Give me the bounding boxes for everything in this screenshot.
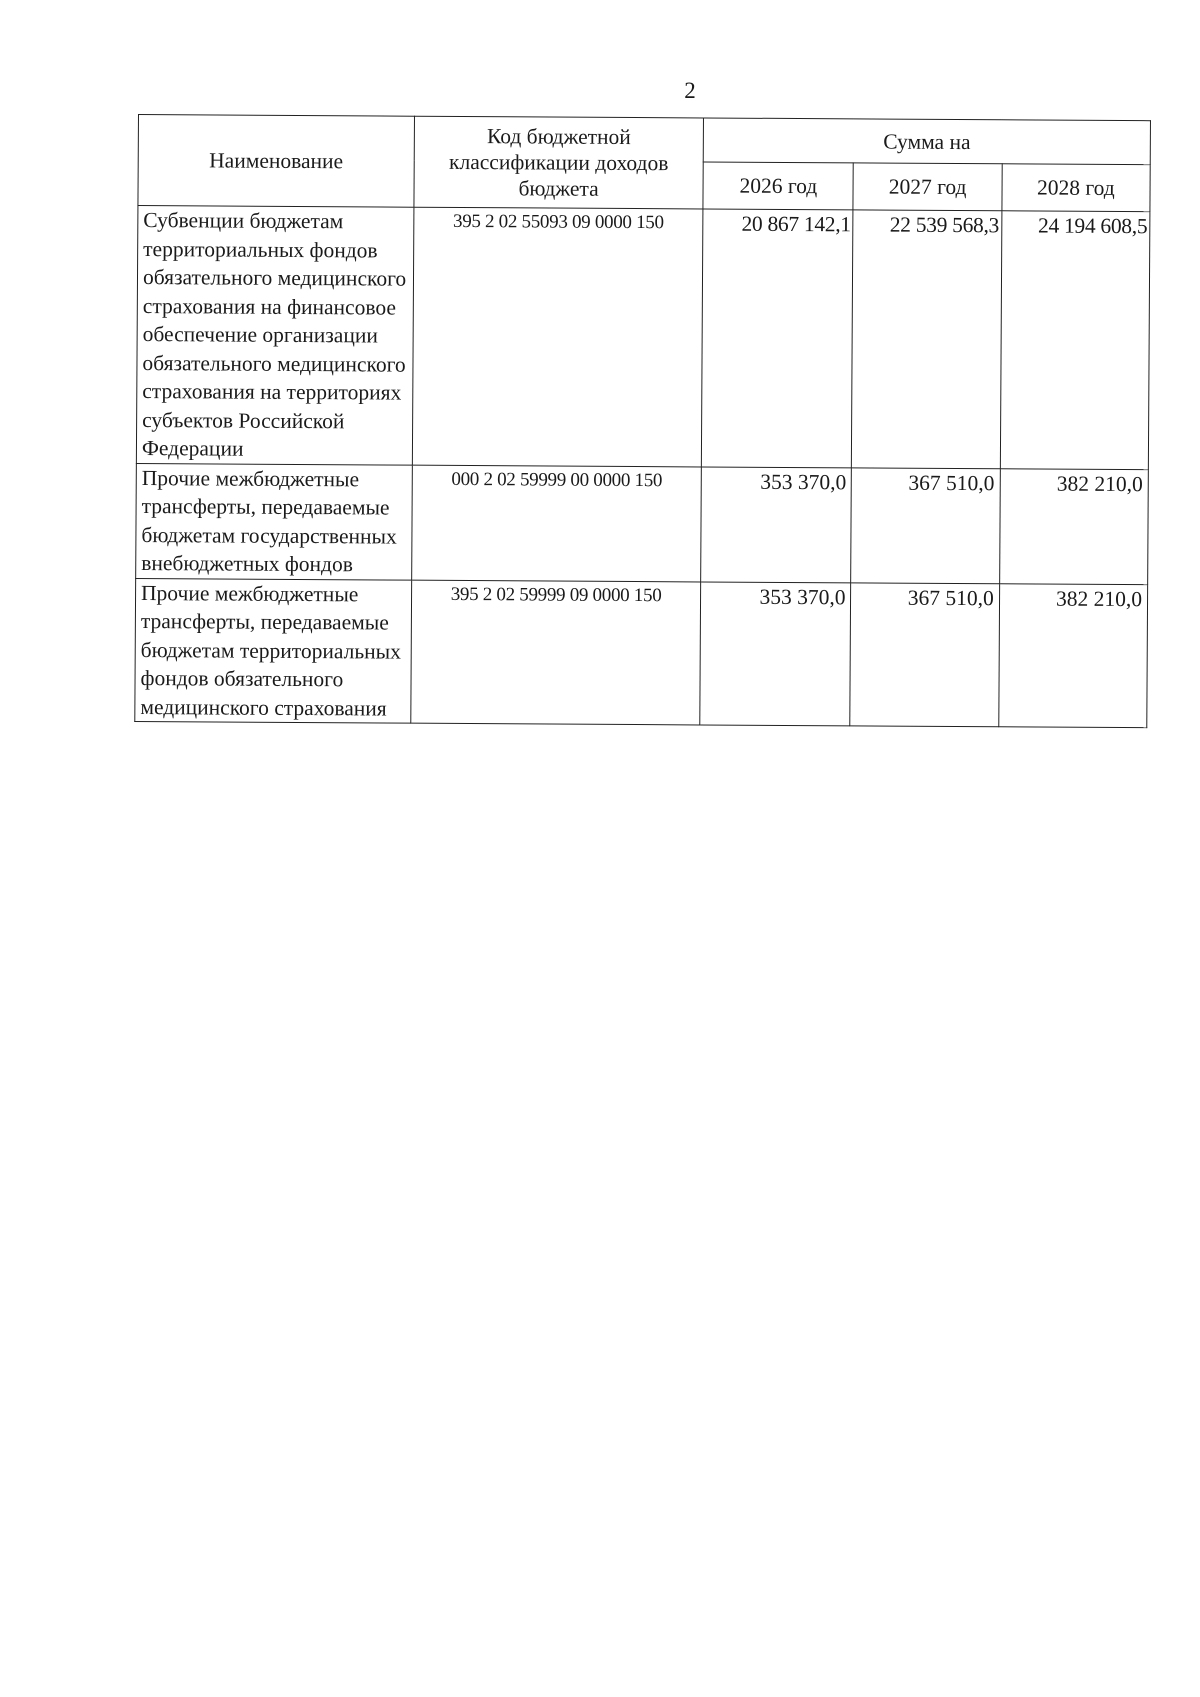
row-value-2027: 22 539 568,3 [852, 210, 1002, 468]
header-year-2028: 2028 год [1002, 164, 1151, 211]
row-code: 395 2 02 55093 09 0000 150 [412, 207, 703, 466]
row-value-2026: 353 370,0 [700, 581, 851, 725]
header-year-2027: 2027 год [853, 163, 1002, 210]
table-header-row [138, 115, 1150, 166]
table-row [135, 578, 1148, 728]
row-code: 000 2 02 59999 00 0000 150 [412, 465, 702, 582]
row-value-2028: 382 210,0 [998, 583, 1147, 727]
header-year-2026: 2026 год [703, 162, 854, 209]
table-row [136, 206, 1150, 470]
row-value-2028: 24 194 608,5 [1000, 211, 1150, 469]
header-sum: Сумма на [703, 118, 1150, 165]
row-name: Субвенции бюджетам территориальных фондов обязательного медицинского страхования на финансовое обеспечение организации обязательного медицинского страхования на территориях субъектов Российской Федерации [136, 206, 413, 465]
budget-revenue-table [134, 114, 1151, 728]
table-row [136, 463, 1149, 584]
row-code: 395 2 02 59999 09 0000 150 [411, 580, 701, 725]
row-name: Прочие межбюджетные трансферты, передаваемые бюджетам территориальных фондов обязательного медицинского страхования [135, 578, 412, 723]
row-value-2027: 367 510,0 [850, 582, 999, 726]
row-value-2026: 20 867 142,1 [702, 209, 854, 467]
header-name: Наименование [138, 115, 414, 208]
row-value-2028: 382 210,0 [999, 468, 1148, 584]
row-name: Прочие межбюджетные трансферты, передаваемые бюджетам государственных внебюджетных фондов [136, 463, 413, 580]
row-value-2026: 353 370,0 [701, 466, 852, 582]
row-value-2027: 367 510,0 [851, 467, 1000, 583]
header-code: Код бюджетной классификации доходов бюджета [414, 116, 704, 209]
page-number: 2 [684, 78, 696, 103]
